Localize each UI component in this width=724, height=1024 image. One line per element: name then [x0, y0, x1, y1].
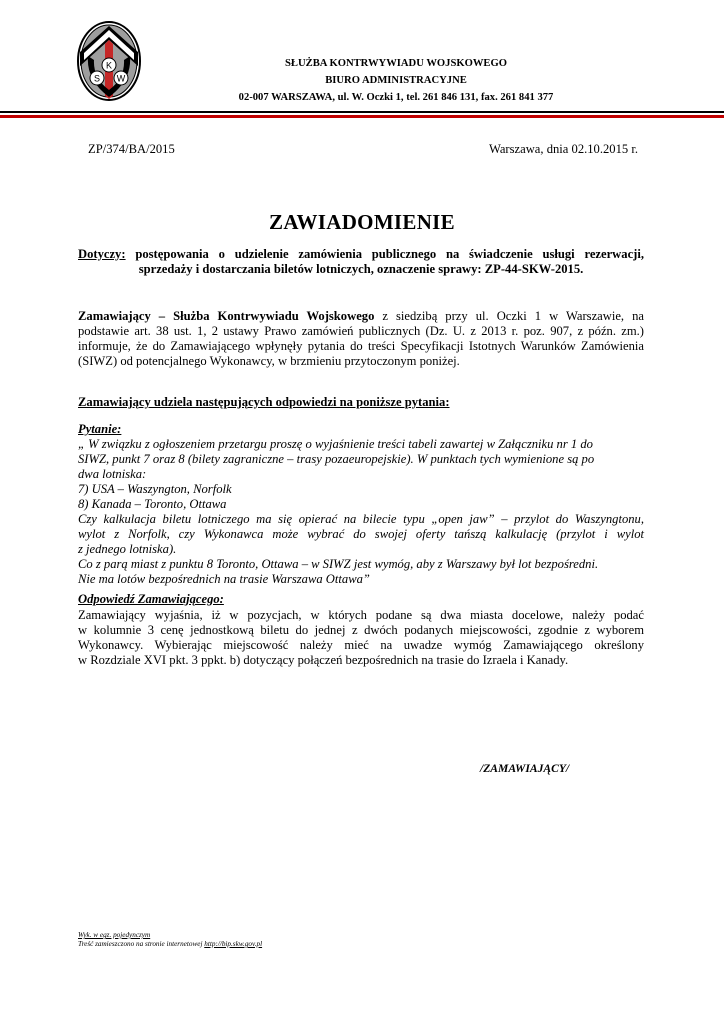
institution-name: SŁUŻBA KONTRWYWIADU WOJSKOWEGO [285, 58, 507, 69]
place-and-date: Warszawa, dnia 02.10.2015 r. [488, 142, 638, 156]
answer-line: w Rozdziale XVI pkt. 3 ppkt. b) dotyczący połączeń bezpośrednich na trasie do Izraela i Kanady. [78, 653, 569, 667]
answer-label: Odpowiedź Zamawiającego: [78, 592, 224, 606]
intro-line-3: informuje, że do Zamawiającego wpłynęły pytania do treści Specyfikacji Istotnych Warunków Zamówienia [78, 339, 644, 353]
question-line: Co z parą miast z punktu 8 Toronto, Ottawa – w SIWZ jest wymóg, aby z Warszawy był lot bezpośredni. [78, 557, 599, 571]
answer-text [78, 608, 644, 668]
question-line: 8) Kanada – Toronto, Ottawa [78, 497, 227, 511]
intro-bold-lead: Zamawiający – Służba Kontrwywiadu Wojskowego [78, 309, 375, 323]
signature-block: /ZAMAWIAJĄCY/ [480, 762, 570, 775]
footer-published-note [78, 940, 262, 949]
question-line: wylot z Norfolk, czy Wykonawca może wybrać do swojej oferty tańszą kalkulację (przylot i wylot [78, 527, 644, 541]
header-divider-black [0, 111, 724, 113]
question-label: Pytanie: [78, 422, 122, 436]
skw-logo-icon [76, 20, 142, 102]
intro-line-1 [78, 309, 644, 324]
header-divider-red [0, 115, 724, 118]
question-line: 7) USA – Waszyngton, Norfolk [78, 482, 232, 496]
intro-line-2: podstawie art. 38 ust. 1, 2 ustawy Prawo zamówień publicznych (Dz. U. z 2013 r. poz. 907, z późn. zm.) [78, 324, 644, 338]
subject-line [78, 247, 644, 262]
footer-copies-note: Wyk. w egz. pojedynczym [78, 931, 151, 939]
question-line: Nie ma lotów bezpośrednich na trasie Warszawa Ottawa” [78, 572, 370, 586]
logo-letter-w: W [116, 73, 126, 84]
institution-address: 02-007 WARSZAWA, ul. W. Oczki 1, tel. 261 846 131, fax. 261 841 377 [238, 92, 554, 103]
question-line: z jednego lotniska). [78, 542, 177, 556]
footer-published-prefix: Treść zamieszczono na stronie internetowej [78, 940, 205, 948]
office-name: BIURO ADMINISTRACYJNE [325, 75, 467, 86]
intro-line-1-rest: z siedzibą przy ul. Oczki 1 w Warszawie, na [374, 309, 644, 323]
intro-paragraph [78, 309, 644, 369]
question-text [78, 437, 644, 587]
reference-number: ZP/374/BA/2015 [88, 142, 175, 156]
subject-label: Dotyczy: [78, 247, 126, 261]
answers-heading: Zamawiający udziela następujących odpowiedzi na poniższe pytania: [78, 395, 450, 409]
question-line: dwa lotniska: [78, 467, 147, 481]
logo-letter-k: K [105, 60, 113, 71]
document-title: ZAWIADOMIENIE [269, 210, 455, 234]
answer-line: Zamawiający wyjaśnia, iż w pozycjach, w których podane są dwa miasta docelowe, należy podać [78, 608, 644, 622]
footer-url-link[interactable]: http://bip.skw.gov.pl [204, 940, 263, 948]
logo-letter-s: S [93, 73, 101, 84]
intro-line-4: (SIWZ) od potencjalnego Wykonawcy, w brzmieniu przytoczonym poniżej. [78, 354, 460, 368]
question-line: SIWZ, punkt 7 oraz 8 (bilety zagraniczne – trasy pozaeuropejskie). W punktach tych wymienione są po [78, 452, 595, 466]
question-line: Czy kalkulacja biletu lotniczego ma się opierać na bilecie typu „open jaw” – przylot do Waszyngtonu, [78, 512, 644, 526]
question-line: „ W związku z ogłoszeniem przetargu proszę o wyjaśnienie treści tabeli zawartej w Załączniku nr 1 do [78, 437, 593, 451]
answer-line: w kolumnie 3 cenę jednostkową biletu do jednej z dwóch podanych miejscowości, zgodnie z wyborem [78, 623, 644, 637]
subject-text-2: sprzedaży i dostarczania biletów lotniczych, oznaczenie sprawy: ZP-44-SKW-2015. [138, 262, 584, 276]
subject-text-1: postępowania o udzielenie zamówienia publicznego na świadczenie usługi rezerwacji, [135, 247, 644, 261]
answer-line: Wykonawcy. Wybierając miejscowość należy mieć na uwadze wymóg Zamawiającego określony [78, 638, 644, 652]
